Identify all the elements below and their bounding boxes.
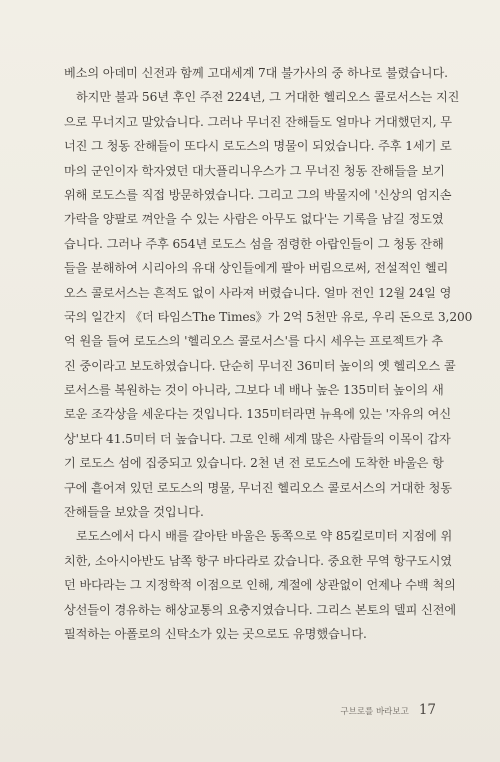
text-line: 기 로도스 섬에 집중되고 있습니다. 2천 년 전 로도스에 도착한 바울은 항: [64, 456, 444, 471]
text-line: 상'보다 41.5미터 더 높습니다. 그로 인해 세계 많은 사람들의 이목이 갑자: [64, 431, 451, 446]
text-line: 로운 조각상을 세운다는 것입니다. 135미터라면 뉴욕에 있는 '자유의 여신: [64, 407, 452, 422]
text-line: 국의 일간지 《더 타임스The Times》가 2억 5천만 유로, 우리 돈으로 3,200: [64, 309, 473, 324]
text-line: 진 중이라고 보도하였습니다. 단순히 무너진 36미터 높이의 옛 헬리오스 콜: [64, 358, 456, 373]
text-line: 마의 군인이자 학자였던 대大플리니우스가 그 무너진 청동 잔해들을 보기: [64, 163, 445, 178]
text-line: 필적하는 아폴로의 신탁소가 있는 곳으로도 유명했습니다.: [64, 626, 367, 641]
text-line: 억 원을 들여 로도스의 '헬리오스 콜로서스'를 다시 세우는 프로젝트가 추: [64, 334, 443, 349]
text-line: 베소의 아데미 신전과 함께 고대세계 7대 불가사의 중 하나로 불렸습니다.: [64, 66, 448, 80]
text-line: 오스 콜로서스는 흔적도 없이 사라져 버렸습니다. 얼마 전인 12월 24일 영: [64, 285, 452, 300]
paragraph: [64, 61, 448, 85]
text-line: 던 바다라는 그 지정학적 이점으로 인해, 계절에 상관없이 언제나 수백 척의: [64, 578, 456, 593]
text-line: 위해 로도스를 직접 방문하였습니다. 그리고 그의 박물지에 '신상의 엄지손: [64, 187, 452, 202]
paragraph: [64, 85, 473, 524]
text-line: 로도스에서 다시 배를 갈아탄 바울은 동쪽으로 약 85킬로미터 지점에 위: [76, 529, 453, 544]
text-line: 들을 분해하여 시리아의 유대 상인들에게 팔아 버림으로써, 전설적인 헬리: [64, 261, 449, 276]
text-line: 로서스를 복원하는 것이 아니라, 그보다 네 배나 높은 135미터 높이의 새: [64, 383, 444, 398]
running-head: 구브로를 바라보고: [340, 707, 409, 717]
text-line: 상선들이 경유하는 해상교통의 요충지였습니다. 그리스 본토의 델피 신전에: [64, 602, 457, 617]
text-line: 잔해들을 보았을 것입니다.: [64, 505, 204, 520]
text-line: 너진 그 청동 잔해들이 또다시 로도스의 명물이 되었습니다. 주후 1세기 로: [64, 139, 452, 154]
page-footer: [64, 702, 436, 718]
text-line: 구에 흩어져 있던 로도스의 명물, 무너진 헬리오스 콜로서스의 거대한 청동: [64, 480, 452, 495]
text-line: 하지만 불과 56년 후인 주전 224년, 그 거대한 헬리오스 콜로서스는 지진: [76, 90, 460, 105]
text-line: 습니다. 그러나 주후 654년 로도스 섬을 점령한 아랍인들이 그 청동 잔해: [64, 236, 444, 251]
page-number: 17: [418, 702, 436, 718]
text-line: 가락을 양팔로 껴안을 수 있는 사람은 아무도 없다'는 기록을 남길 정도였: [64, 212, 444, 227]
text-line: 으로 무너지고 말았습니다. 그러나 무너진 잔해들도 얼마나 거대했던지, 무: [64, 114, 452, 129]
paragraph: [64, 524, 457, 646]
body-text: [64, 61, 473, 646]
text-line: 치한, 소아시아반도 남쪽 항구 바다라로 갔습니다. 중요한 무역 항구도시였: [64, 553, 452, 568]
